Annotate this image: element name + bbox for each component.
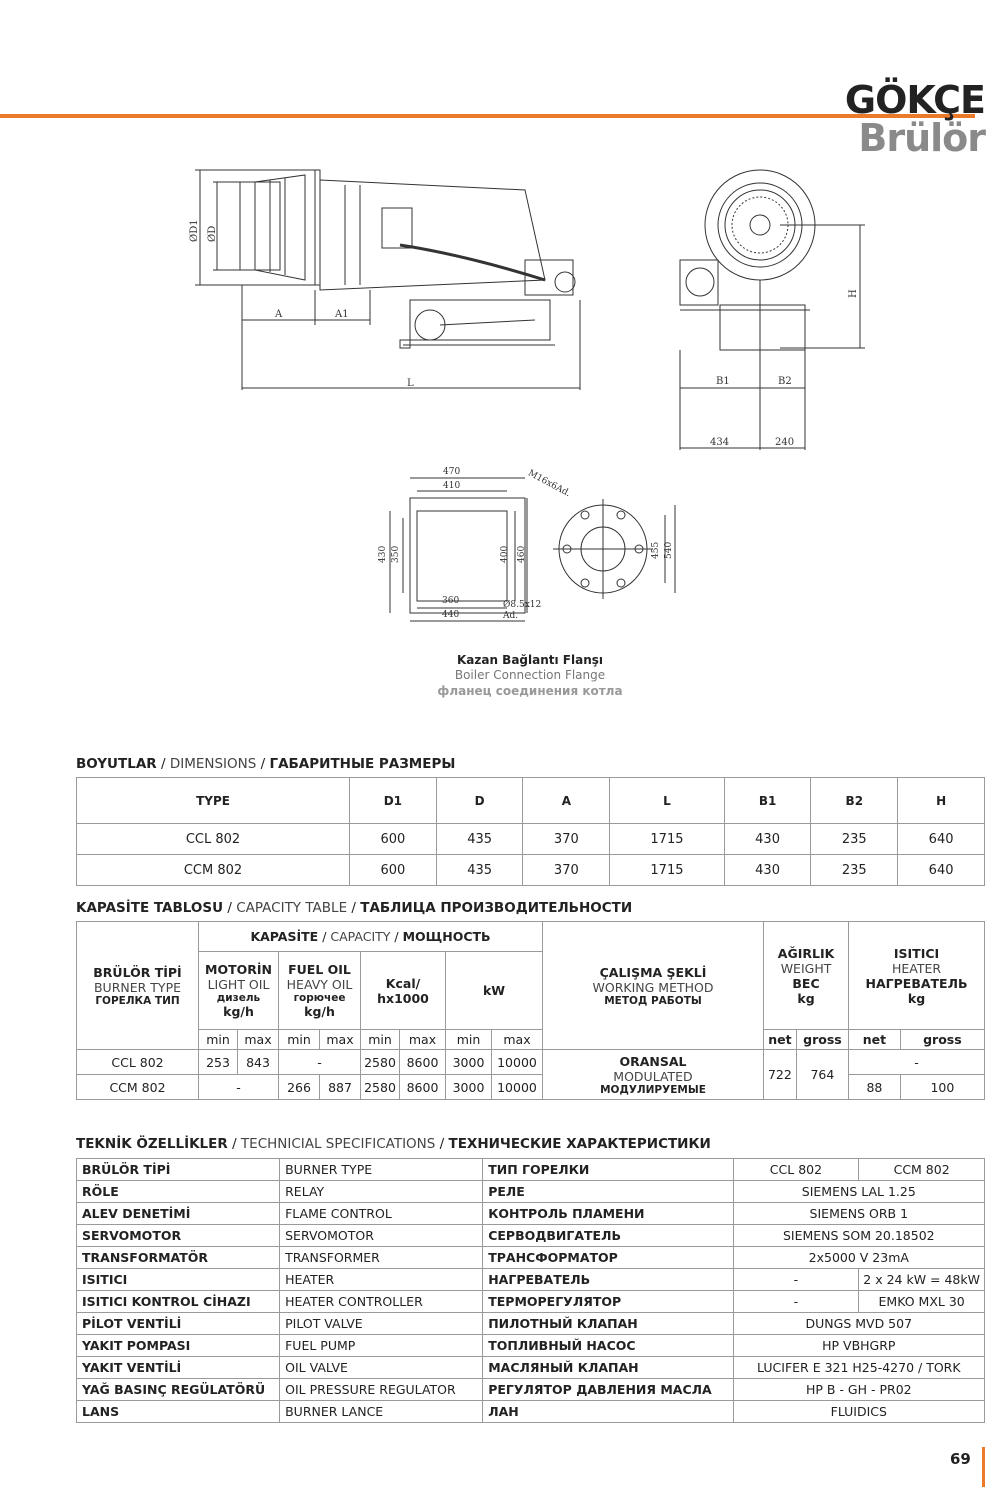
brand-logo-bottom: Brülör	[858, 116, 985, 160]
dim-label-360: 360	[442, 596, 460, 606]
dims-col-d: D	[436, 778, 523, 824]
flange-caption-tr: Kazan Bağlantı Flanşı	[456, 653, 604, 667]
dim-label-470: 470	[443, 467, 461, 477]
dim-label-460: 460	[517, 545, 527, 563]
dims-col-d1: D1	[350, 778, 437, 824]
flange-caption-ru: фланец соединения котла	[437, 684, 623, 698]
dims-col-b1: B1	[724, 778, 811, 824]
table-row: YAKIT POMPASI FUEL PUMP ТОПЛИВНЫЙ НАСОС HP VBHGRP	[77, 1335, 985, 1357]
table-header-row	[77, 778, 985, 824]
dim-label-434: 434	[710, 437, 730, 448]
dim-label-od: ØD	[207, 225, 218, 242]
dim-label-a: A	[275, 309, 283, 320]
cap-head-burner-type: BRÜLÖR TİPİ BURNER TYPE ГОРЕЛКА ТИП	[77, 922, 199, 1050]
table-row: SERVOMOTOR SERVOMOTOR СЕРВОДВИГАТЕЛЬ SIEMENS SOM 20.18502	[77, 1225, 985, 1247]
dim-label-h: H	[848, 289, 859, 298]
table-row: CCM 802 - 266 887 2580 8600 3000 10000 88 100	[77, 1075, 985, 1100]
dim-label-m16: M16x6Ad.	[526, 468, 573, 500]
dim-label-b2: B2	[778, 376, 792, 387]
cap-head-capacity: KAPASİTE / CAPACITY / МОЩНОСТЬ	[199, 922, 543, 952]
table-row: BRÜLÖR TİPİ BURNER TYPE ТИП ГОРЕЛКИ CCL 802 CCM 802	[77, 1159, 985, 1181]
dim-label-455: 455	[651, 541, 661, 559]
page-number: 69	[950, 1450, 971, 1468]
cap-head-heavy-oil: FUEL OIL HEAVY OIL горючее kg/h	[279, 952, 361, 1030]
specs-title: TEKNİK ÖZELLİKLER / TECHNICIAL SPECIFICATIONS / ТЕХНИЧЕСКИЕ ХАРАКТЕРИСТИКИ	[76, 1136, 711, 1152]
cap-head-working: ÇALIŞMA ŞEKLİ WORKING METHOD МЕТОД РАБОТЫ	[543, 922, 764, 1050]
burner-front-view-drawing	[670, 160, 870, 460]
table-row: YAĞ BASINÇ REGÜLATÖRÜ OIL PRESSURE REGULATOR РЕГУЛЯТОР ДАВЛЕНИЯ МАСЛА HP B - GH - PR02	[77, 1379, 985, 1401]
cap-head-light-oil: MOTORİN LIGHT OIL дизель kg/h	[199, 952, 279, 1030]
dim-label-400: 400	[500, 545, 510, 563]
dim-label-od1: ØD1	[189, 219, 200, 242]
dim-label-ad: Ad.	[503, 611, 519, 621]
table-row: CCM 802 600 435 370 1715 430 235 640	[77, 855, 985, 886]
cap-working-modulated: ORANSAL MODULATED МОДУЛИРУЕМЫЕ	[543, 1050, 764, 1100]
table-row: ISITICI HEATER НАГРЕВАТЕЛЬ - 2 x 24 kW = 48kW	[77, 1269, 985, 1291]
burner-side-view-drawing	[185, 160, 595, 395]
table-row: CCL 802 253 843 - 2580 8600 3000 10000 ORANSAL MODULATED МОДУЛИРУЕМЫЕ 722 764 -	[77, 1050, 985, 1075]
dim-label-440: 440	[442, 610, 460, 620]
cap-head-kcal: Kcal/ hx1000	[361, 952, 446, 1030]
specs-table	[76, 1158, 985, 1423]
cap-head-weight: AĞIRLIK WEIGHT ВЕС kg	[764, 922, 849, 1030]
table-row: YAKIT VENTİLİ OIL VALVE МАСЛЯНЫЙ КЛАПАН LUCIFER E 321 H25-4270 / TORK	[77, 1357, 985, 1379]
dim-label-410: 410	[443, 481, 461, 491]
dim-label-a1: A1	[335, 309, 349, 320]
cap-head-heater: ISITICI HEATER НАГРЕВАТЕЛЬ kg	[849, 922, 985, 1030]
capacity-title: KAPASİTE TABLOSU / CAPACITY TABLE / ТАБЛИЦА ПРОИЗВОДИТЕЛЬНОСТИ	[76, 900, 633, 916]
dim-label-350: 350	[391, 545, 401, 563]
table-row: TRANSFORMATÖR TRANSFORMER ТРАНСФОРМАТОР 2x5000 V 23mA	[77, 1247, 985, 1269]
table-row: RÖLE RELAY РЕЛЕ SIEMENS LAL 1.25	[77, 1181, 985, 1203]
dims-col-l: L	[610, 778, 725, 824]
header-rule	[0, 114, 975, 118]
dim-label-540: 540	[664, 541, 674, 559]
table-row: CCL 802 600 435 370 1715 430 235 640	[77, 824, 985, 855]
dim-label-430: 430	[378, 545, 388, 563]
dims-col-type: TYPE	[77, 778, 350, 824]
dim-label-240: 240	[775, 437, 795, 448]
dims-col-b2: B2	[811, 778, 898, 824]
dimensions-title: BOYUTLAR / DIMENSIONS / ГАБАРИТНЫЕ РАЗМЕРЫ	[76, 756, 456, 772]
table-row: PİLOT VENTİLİ PILOT VALVE ПИЛОТНЫЙ КЛАПАН DUNGS MVD 507	[77, 1313, 985, 1335]
dimensions-table	[76, 777, 985, 886]
capacity-table: BRÜLÖR TİPİ BURNER TYPE ГОРЕЛКА ТИП KAPASİTE / CAPACITY / МОЩНОСТЬ ÇALIŞMA ŞEKLİ WORKING METHOD МЕТОД РАБОТЫ AĞIRLIK WEIGHT ВЕС kg ISITICI HEATER НАГРЕВАТЕЛЬ kg MOTORİN LIGHT OIL дизель kg/h FUEL OIL HEAVY OIL горючее kg/h Kcal/ hx1000 kW min max min max min max min max net gross net gross CCL 802 253 843 - 2580 8600 3000 10000 ORANSAL MODULATED МОДУЛИРУЕМЫЕ 722 764 - CCM 802 - 266 887 2580 8600 3000 10000 88 100	[76, 921, 985, 1100]
cap-head-kw: kW	[446, 952, 543, 1030]
brand-logo-top: GÖKÇE	[844, 78, 985, 122]
dim-label-hole: Ø8.5x12	[503, 600, 542, 610]
dims-col-h: H	[898, 778, 985, 824]
table-row: LANS BURNER LANCE ЛАН FLUIDICS	[77, 1401, 985, 1423]
dims-col-a: A	[523, 778, 610, 824]
flange-caption-en: Boiler Connection Flange	[454, 668, 606, 682]
table-row: ALEV DENETİMİ FLAME CONTROL КОНТРОЛЬ ПЛАМЕНИ SIEMENS ORB 1	[77, 1203, 985, 1225]
page-marker	[982, 1447, 985, 1487]
dim-label-b1: B1	[716, 376, 730, 387]
table-row: ISITICI KONTROL CİHAZI HEATER CONTROLLER ТЕРМОРЕГУЛЯТОР - EMKO MXL 30	[77, 1291, 985, 1313]
boiler-flange-drawing	[375, 463, 695, 628]
dim-label-l: L	[407, 378, 414, 389]
